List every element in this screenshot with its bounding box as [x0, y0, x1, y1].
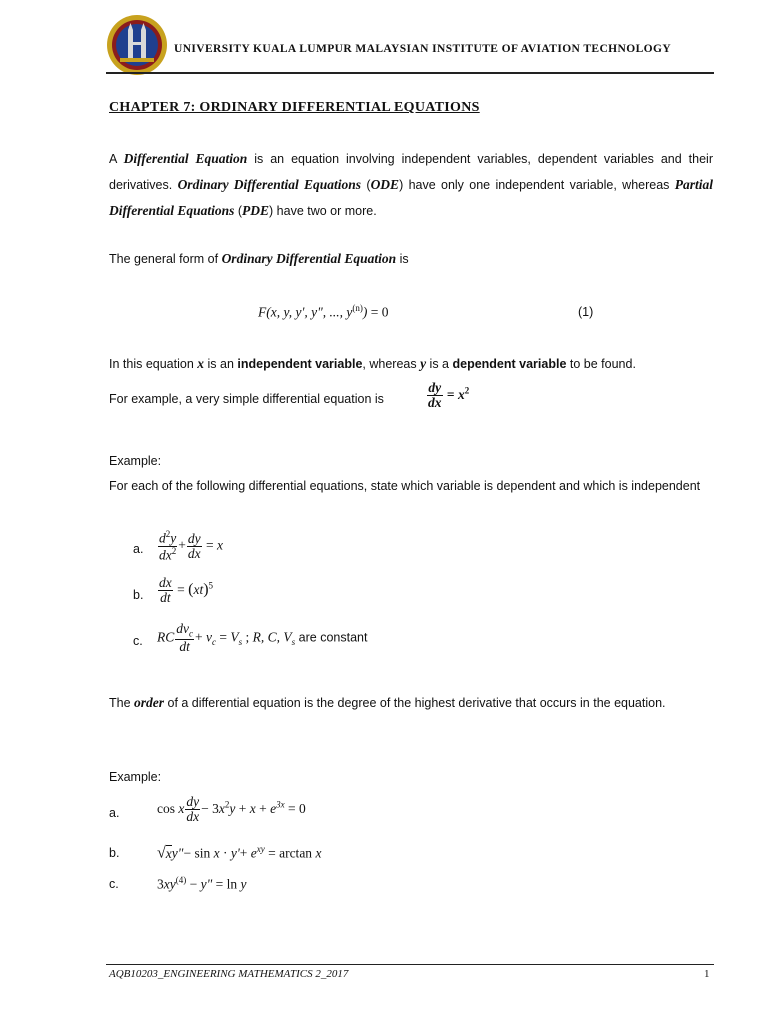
example1-instruction: For each of the following differential equations, state which variable is dependent and which is independent: [109, 479, 701, 493]
simple-example-equation: $\frac{dy}{dx}$ = $x^2$: [428, 380, 470, 411]
footer-rule: [106, 964, 714, 965]
simple-example-text: For example, a very simple differential equation is: [109, 392, 384, 406]
example1-heading: Example:: [109, 454, 162, 468]
example1-label-b: b.: [133, 588, 144, 602]
example2-equation-b: √xy"− $\sin x \cdot y'+ e^{xy} = \arctan x$: [157, 844, 322, 862]
example1-equation-a: $\frac{d^2y}{dx^2}$ + $\frac{dy}{dx}$ = x: [159, 529, 223, 563]
example1-label-a: a.: [133, 542, 144, 556]
institution-name: UNIVERSITY KUALA LUMPUR MALAYSIAN INSTITUTE OF AVIATION TECHNOLOGY: [174, 43, 672, 55]
general-form-equation: F(x, y, y', y", ..., $y^{(n)}) = 0$: [258, 303, 389, 320]
example2-label-b: b.: [109, 846, 120, 860]
header-rule: [106, 72, 714, 74]
general-form-text: The general form of Ordinary Differential Equation is: [109, 251, 409, 266]
intro-paragraph: A Differential Equation is an equation involving independent variables, dependent variables and their derivatives. Ordinary Differential Equations (ODE) have only one independent variable, whereas Partial Differential Equations (PDE) have two or more.: [109, 151, 714, 218]
example2-heading: Example:: [109, 770, 162, 784]
footer-course: AQB10203_ENGINEERING MATHEMATICS 2_2017: [109, 968, 349, 980]
chapter-title: CHAPTER 7: ORDINARY DIFFERENTIAL EQUATIONS: [109, 100, 480, 115]
example1-equation-c: RC $\frac{dv_c}{dt}$ + $v_c = V_s$ ; R, C, $V_s$ are constant: [157, 621, 368, 655]
equation-number: (1): [578, 305, 594, 319]
example2-label-a: a.: [109, 806, 120, 820]
order-definition: The order of a differential equation is the degree of the highest derivative that occurs in the equation.: [109, 695, 666, 710]
university-crest-icon: [106, 14, 168, 76]
example2-equation-c: $3xy^{(4)} - y$" = ln y: [157, 875, 247, 892]
page-number: 1: [704, 968, 710, 980]
example1-equation-b: $\frac{dx}{dt}$ = (xt)$^5$: [159, 575, 214, 606]
example2-label-c: c.: [109, 877, 119, 891]
example1-label-c: c.: [133, 634, 143, 648]
example2-equation-a: cos x $\frac{dy}{dx}$ − $3x^2y + x + e^{3x} = 0$: [157, 794, 306, 825]
variables-sentence: In this equation x is an independent variable, whereas y is a dependent variable to be found.: [109, 356, 636, 371]
